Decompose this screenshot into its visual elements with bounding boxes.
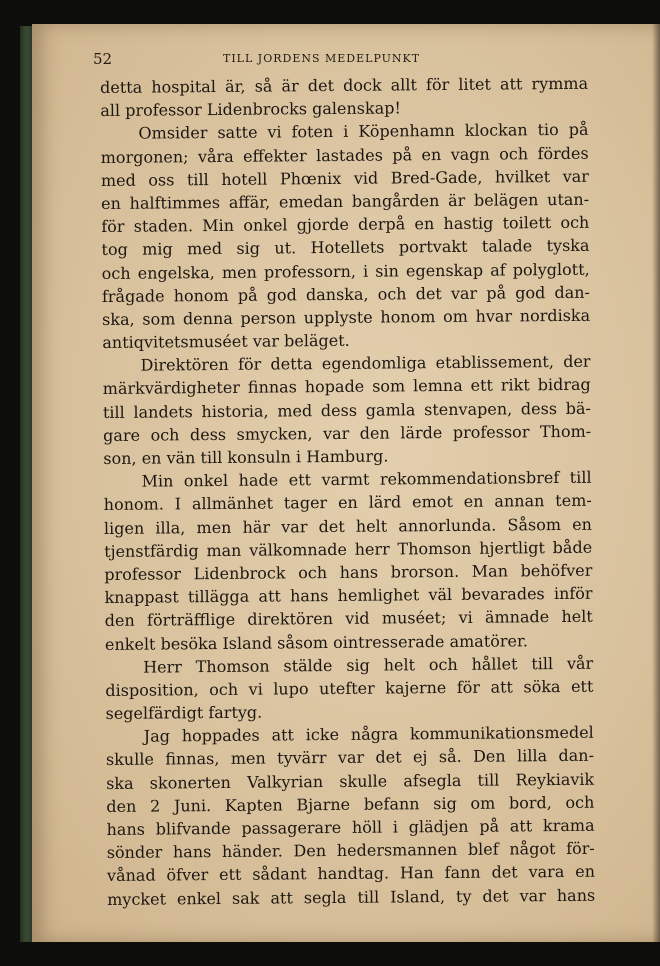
text-line: ska skonerten Valkyrian skulle afsegla till Reykiavik — [106, 769, 595, 793]
text-line: vånad öfver ett sådant handtag. Han fann det vara en — [106, 862, 596, 886]
text-line: Omsider satte vi foten i Köpenhamn klockan tio på — [138, 120, 589, 144]
text-line: frågade honom på god danska, och det var på god dan- — [101, 282, 590, 306]
text-line: gare och dess smycken, var den lärde professor Thom- — [103, 421, 592, 445]
text-line: en halftimmes affär, emedan bangården är belägen utan- — [101, 189, 590, 213]
text-line: Min onkel hade ett varmt rekommendationsbref till — [141, 467, 592, 491]
text-line: den 2 Juni. Kapten Bjarne befann sig om bord, och — [106, 792, 595, 816]
text-line: knappast tillägga att hans hemlighet väl bevarades inför — [104, 583, 593, 608]
text-line: honom. I allmänhet tager en lärd emot en annan tem- — [103, 491, 592, 515]
page-edge-shadow — [652, 24, 660, 942]
body-text — [100, 72, 595, 911]
text-line: ligen illa, men här var det helt annorlunda. Såsom en — [103, 514, 593, 538]
text-line: med oss till hotell Phœnix vid Bred-Gade, hvilket var — [100, 166, 589, 190]
text-line: den förträfflige direktören vid muséet; vi ämnade helt — [104, 607, 593, 631]
text-line: son, en vän till konsuln i Hamburg. — [103, 446, 389, 468]
text-line: professor Lidenbrock och hans brorson. Man behöfver — [104, 560, 593, 584]
page-number: 52 — [93, 50, 113, 68]
text-line: detta hospital är, så är det dock allt för litet att rymma — [100, 73, 589, 97]
text-line: enkelt besöka Island såsom ointresserade amatörer. — [104, 630, 529, 654]
text-line: ska, som denna person upplyste honom om hvar nordiska — [102, 305, 591, 329]
text-line: till landets historia, med dess gamla stenvapen, dess bä- — [102, 398, 591, 422]
text-line: för staden. Min onkel gjorde derpå en hastig toilett och — [101, 212, 590, 237]
text-line: all professor Lidenbrocks galenskap! — [100, 98, 401, 121]
running-title: TILL JORDENS MEDELPUNKT — [223, 52, 421, 65]
text-line: sönder hans händer. Den hedersmannen blef något för- — [106, 838, 595, 863]
page-header — [93, 50, 501, 68]
text-line: Jag hoppades att icke några kommunikationsmedel — [143, 722, 594, 746]
text-line: skulle finnas, men tyvärr var det ej så. Den lilla dan- — [105, 746, 595, 770]
text-line: märkvärdigheter finnas hopade som lemna ett rikt bidrag — [102, 375, 591, 399]
text-line: Direktören för detta egendomliga etablissement, der — [140, 351, 591, 375]
text-line: morgonen; våra effekter lastades på en vagn och fördes — [100, 143, 589, 167]
text-line: disposition, och vi lupo utefter kajerne för att söka ett — [105, 676, 594, 700]
text-line: tjenstfärdig man välkomnade herr Thomson hjertligt både — [104, 537, 593, 561]
text-line: antiqvitetsmuséet var beläget. — [102, 330, 350, 353]
text-line: tog mig med sig ut. Hotellets portvakt talade tyska — [101, 236, 590, 260]
text-line: Herr Thomson stälde sig helt och hållet till vår — [143, 653, 594, 677]
text-line: mycket enkel sak att segla till Island, ty det var hans — [107, 885, 596, 909]
text-line: och engelska, men professorn, i sin egenskap af polyglott, — [101, 259, 590, 283]
text-line: segelfärdigt fartyg. — [105, 702, 263, 724]
text-line: hans blifvande passagerare höll i glädjen på att krama — [106, 815, 595, 839]
